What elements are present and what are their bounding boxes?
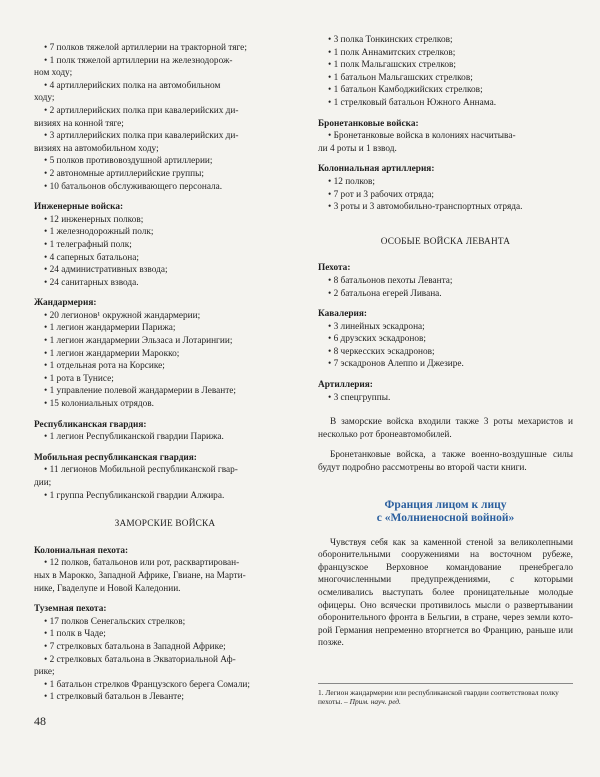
native-infantry-list [34, 616, 296, 704]
list-item: • 8 батальонов пехоты Леванта; [328, 275, 453, 286]
list-item: • 12 инженерных полков; [44, 214, 144, 225]
list-item: • 2 автономные артиллерийские группы; [44, 168, 204, 179]
list-item: • 1 управление полевой жандармерии в Леванте; [44, 386, 236, 397]
list-item: • 5 полков противовоздушной артиллерии; [44, 156, 213, 167]
mobile-guard-heading: Мобильная республиканская гвардия: [34, 452, 197, 463]
list-item: ли 4 роты и 1 взвод. [318, 143, 397, 154]
left-column [34, 42, 296, 704]
list-item: • 1 легион жандармерии Парижа; [44, 323, 176, 334]
colonial-artillery-heading: Колониальная артиллерия: [318, 164, 435, 175]
list-item: • 7 эскадронов Алеппо и Джезире. [328, 359, 464, 370]
list-item: рике; [34, 667, 55, 678]
list-item: • 20 легионов¹ окружной жандармерии; [44, 310, 201, 321]
footnote-editor-note: Прим. науч. ред. [349, 697, 401, 707]
list-item: • 17 полков Сенегальских стрелков; [44, 616, 186, 627]
list-item: • 3 линейных эскадрона; [328, 321, 425, 332]
list-item: • 1 железнодорожный полк; [44, 227, 154, 238]
levant-section-title: ОСОБЫЕ ВОЙСКА ЛЕВАНТА [380, 236, 511, 247]
list-item: • 1 полк Мальгашских стрелков; [328, 60, 456, 71]
list-item: • 1 батальон Камбоджийских стрелков; [328, 85, 483, 96]
list-item: ном ходу; [34, 68, 73, 79]
list-item: • 15 колониальных отрядов. [44, 399, 155, 410]
list-item: • 1 телеграфный полк; [44, 239, 132, 250]
list-item: • Бронетанковые войска в колониях насчитыва- [328, 131, 516, 142]
list-item: • 1 стрелковый батальон Южного Аннама. [328, 97, 497, 108]
feature-title [318, 499, 573, 525]
native-infantry-continued-list [318, 34, 573, 110]
list-item: • 3 артиллерийских полка при кавалерийских ди- [44, 131, 239, 142]
list-item: • 1 батальон Мальгашских стрелков; [328, 72, 473, 83]
list-item: • 11 легионов Мобильной республиканской гвар- [44, 465, 238, 476]
list-item: визиях на конной тяге; [34, 118, 124, 129]
overseas-paragraph: В заморские войска входили также 3 роты мехаристов и несколько рот бронеавтомобилей. [318, 417, 573, 440]
overseas-section-title: ЗАМОРСКИЕ ВОЙСКА [114, 519, 216, 530]
feature-title-line-1: Франция лицом к лицу [384, 498, 507, 511]
list-item: дии; [34, 478, 52, 488]
list-item: • 1 легион жандармерии Эльзаса и Лотарингии; [44, 336, 233, 347]
artillery-list [34, 42, 296, 193]
list-item: • 2 стрелковых батальона в Экваториальной Аф- [44, 654, 236, 665]
list-item: ных в Марокко, Западной Африке, Гвиане, на Марти- [34, 570, 246, 581]
list-item: • 6 друзских эскадронов; [328, 334, 426, 345]
colonial-infantry-heading: Колониальная пехота: [34, 545, 129, 556]
list-item: • 4 саперных батальона; [44, 252, 139, 263]
list-item: • 1 полк Аннамитских стрелков; [328, 47, 456, 58]
list-item: • 24 санитарных взвода. [44, 277, 139, 288]
list-item: • 1 группа Республиканской гвардии Алжира. [44, 490, 225, 501]
list-item: • 12 полков; [328, 176, 376, 187]
list-item: • 10 батальонов обслуживающего персонала. [44, 181, 223, 192]
feature-paragraph: Чувствуя себя как за каменной стеной за великолепными оборонительными сооружениями на восточном рубеже, французское Верховное командование пренебрегало многочисленными предупреждениями, с которыми осмеливались выступать более проницательные молодые офицеры. Оно всячески противилось мысли о развертывании оборонительного фронта в Бельгии, в стране, через земли которой Германия непременно вторгнется во Францию, раньше или позже. [318, 537, 573, 649]
feature-title-line-2: с «Молниеносной войной» [376, 511, 515, 524]
right-column [318, 35, 573, 650]
levant-artillery-heading: Артиллерия: [318, 380, 373, 391]
page-number: 48 [34, 714, 46, 728]
list-item: • 7 полков тяжелой артиллерии на тракторной тяге; [44, 43, 247, 53]
list-item: • 2 батальона егерей Ливана. [328, 288, 442, 299]
list-item: • 3 полка Тонкинских стрелков; [328, 35, 453, 45]
armored-heading: Бронетанковые войска: [318, 118, 419, 129]
list-item: • 3 роты и 3 автомобильно-транспортных отряда. [328, 202, 523, 213]
engineers-heading: Инженерные войска: [34, 202, 124, 213]
list-item: • 1 полк тяжелой артиллерии на железнодорож- [44, 55, 233, 66]
list-item: • 1 отдельная рота на Корсике; [44, 361, 165, 372]
republican-guard-heading: Республиканская гвардия: [34, 419, 147, 430]
list-item: ходу; [34, 93, 55, 104]
list-item: • 3 спецгруппы. [328, 392, 391, 403]
list-item: • 1 легион Республиканской гвардии Парижа. [44, 432, 224, 443]
list-item: • 4 артиллерийских полка на автомобильном [44, 80, 221, 91]
list-item: • 2 артиллерийских полка при кавалерийских ди- [44, 105, 239, 116]
list-item: • 7 рот и 3 рабочих отряда; [328, 189, 434, 200]
levant-infantry-heading: Пехота: [318, 263, 351, 274]
list-item: • 1 полк в Чаде; [44, 629, 106, 640]
gendarmerie-list [34, 310, 296, 411]
list-item: • 1 батальон стрелков Французского берега Сомали; [44, 679, 250, 690]
list-item: • 1 легион жандармерии Марокко; [44, 348, 180, 359]
list-item: • 24 административных взвода; [44, 265, 168, 276]
list-item: • 12 полков, батальонов или рот, расквартирован- [44, 558, 240, 569]
footnote-text: 1. Легион жандармерии или республиканской гвардии соответствовал полку пехоты. – [318, 688, 559, 707]
armored-air-paragraph: Бронетанковые войска, а также военно-воздушные силы будут подробно рассмотрены во второй части книги. [318, 450, 573, 474]
list-item: • 1 рота в Тунисе; [44, 373, 114, 384]
colonial-infantry-list [34, 557, 296, 595]
list-item: визиях на автомобильном ходу; [34, 143, 159, 154]
mobile-guard-list [34, 464, 296, 502]
engineers-list [34, 214, 296, 290]
gendarmerie-heading: Жандармерия: [34, 298, 97, 309]
list-item: нике, Гваделупе и Новой Каледонии. [34, 583, 181, 594]
cavalry-heading: Кавалерия: [318, 309, 368, 320]
list-item: • 8 черкесских эскадронов; [328, 346, 435, 357]
list-item: • 1 стрелковый батальон в Леванте; [44, 692, 184, 703]
list-item: • 7 стрелковых батальона в Западной Африке; [44, 641, 226, 652]
native-infantry-heading: Туземная пехота: [34, 604, 107, 615]
footnote [318, 683, 573, 707]
